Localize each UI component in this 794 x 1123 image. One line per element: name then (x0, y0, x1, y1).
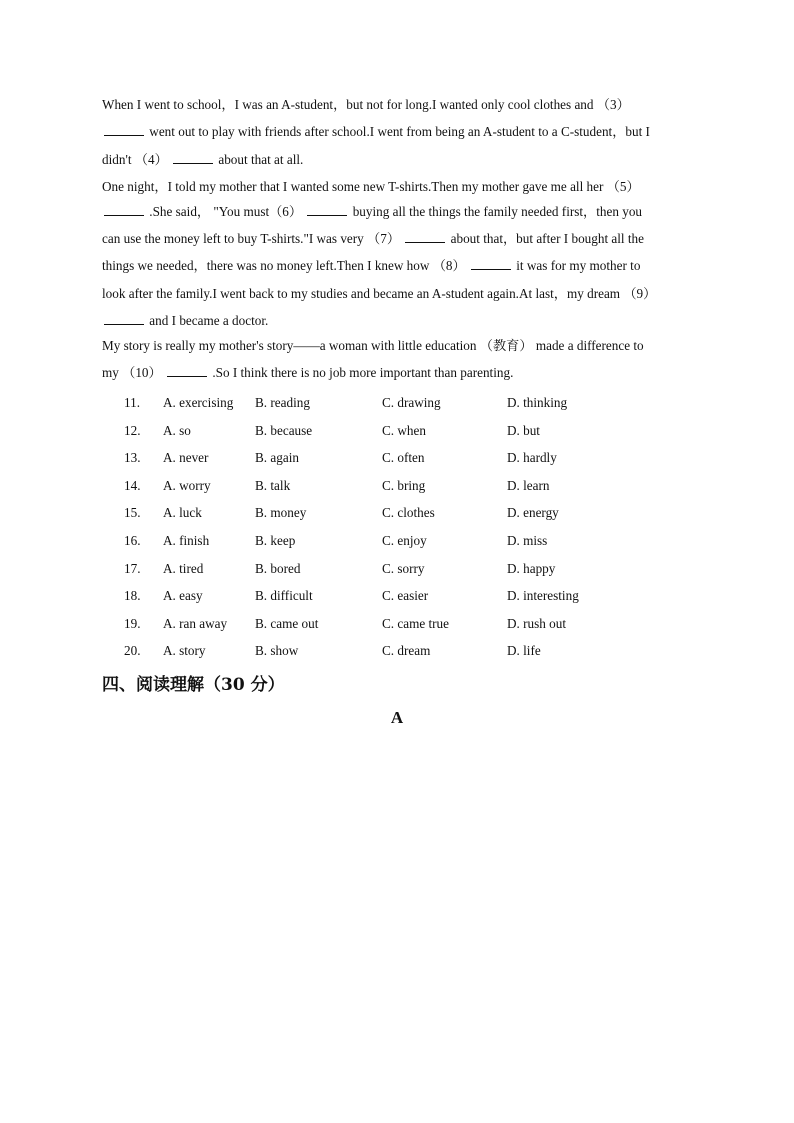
question-number: 13. (124, 450, 141, 466)
option-c: C. dream (382, 643, 431, 659)
question-row (124, 610, 684, 638)
option-b: B. show (255, 643, 299, 659)
option-c: C. came true (382, 615, 450, 631)
passage-line (102, 176, 692, 201)
option-b: B. money (255, 505, 307, 521)
question-number: 20. (124, 643, 141, 659)
passage-line (102, 121, 692, 148)
option-a: A. ran away (163, 615, 228, 631)
question-row (124, 389, 684, 417)
option-d: D. learn (507, 477, 550, 493)
answer-blank (405, 229, 445, 243)
passage-text: about that at all. (218, 151, 304, 167)
option-a: A. luck (163, 505, 202, 521)
question-row (124, 417, 684, 445)
option-c: C. often (382, 450, 425, 466)
passage-text: look after the family.I went back to my studies and became an A-student again.At last，my dream （9） (102, 285, 657, 301)
question-number: 19. (124, 615, 141, 631)
option-a: A. never (163, 450, 209, 466)
option-d: D. thinking (507, 395, 568, 410)
passage-text: it was for my mother to (516, 258, 641, 274)
passage-text: my （10） (102, 365, 162, 381)
options-list (124, 389, 684, 665)
passage-line (102, 283, 692, 310)
passage-line (102, 94, 692, 121)
question-row (124, 555, 684, 583)
question-row (124, 637, 684, 665)
answer-blank (104, 122, 144, 136)
option-b: B. keep (255, 532, 296, 548)
passage-line (102, 310, 692, 335)
option-b: B. talk (255, 477, 291, 493)
option-b: B. difficult (255, 588, 313, 604)
passage-text: things we needed，there was no money left.Then I knew how （8） (102, 258, 466, 274)
answer-blank (104, 311, 144, 325)
option-b: B. bored (255, 560, 301, 576)
option-c: C. bring (382, 477, 426, 493)
question-row (124, 527, 684, 555)
option-b: B. reading (255, 395, 310, 410)
question-number: 16. (124, 532, 141, 548)
option-a: A. finish (163, 532, 210, 548)
passage-line (102, 149, 692, 176)
passage-text: My story is really my mother's story——a woman with little education （教育） made a difference to (102, 338, 644, 354)
option-d: D. miss (507, 532, 548, 548)
option-d: D. hardly (507, 450, 557, 466)
option-a: A. worry (163, 477, 211, 493)
question-number: 17. (124, 560, 141, 576)
passage-line (102, 335, 692, 362)
passage-text: .She said， "You must（6） (149, 203, 303, 219)
option-d: D. happy (507, 560, 556, 576)
option-d: D. interesting (507, 588, 579, 604)
passage-text: can use the money left to buy T-shirts."I was very （7） (102, 231, 401, 247)
answer-blank (173, 150, 213, 164)
passage-text: about that，but after I bought all the (450, 231, 644, 247)
passage-line (102, 228, 692, 255)
option-b: B. came out (255, 615, 319, 631)
question-number: 12. (124, 422, 141, 438)
passage-line (102, 201, 692, 228)
option-a: A. so (163, 422, 191, 438)
question-number: 18. (124, 588, 141, 604)
answer-blank (471, 256, 511, 270)
passage-label: A (390, 708, 404, 727)
question-row (124, 472, 684, 500)
option-c: C. sorry (382, 560, 425, 576)
passage-line (102, 362, 692, 389)
passage-text: When I went to school，I was an A-student，but not for long.I wanted only cool clothes and （3） (102, 97, 630, 112)
question-number: 11. (124, 395, 140, 410)
passage-line (102, 255, 692, 282)
question-row (124, 444, 684, 472)
passage-text: .So I think there is no job more important than parenting. (212, 365, 514, 381)
answer-blank (307, 202, 347, 216)
option-c: C. enjoy (382, 532, 427, 548)
answer-blank (104, 202, 144, 216)
cloze-passage (102, 94, 692, 390)
passage-text: and I became a doctor. (149, 313, 269, 329)
option-c: C. easier (382, 588, 429, 604)
option-d: D. but (507, 422, 540, 438)
option-d: D. life (507, 643, 541, 659)
option-c: C. drawing (382, 395, 441, 410)
question-number: 14. (124, 477, 141, 493)
option-b: B. again (255, 450, 299, 466)
option-a: A. tired (163, 560, 204, 576)
question-number: 15. (124, 505, 141, 521)
option-d: D. rush out (507, 615, 566, 631)
option-d: D. energy (507, 505, 559, 521)
option-a: A. exercising (163, 395, 234, 410)
passage-text: One night，I told my mother that I wanted some new T-shirts.Then my mother gave me all her （5） (102, 178, 640, 194)
section-heading: 四、阅读理解（30 分） (102, 675, 285, 695)
passage-text: didn't （4） (102, 151, 168, 167)
option-a: A. easy (163, 588, 203, 604)
option-c: C. when (382, 422, 426, 438)
question-row (124, 499, 684, 527)
option-b: B. because (255, 422, 313, 438)
answer-blank (167, 363, 207, 377)
question-row (124, 582, 684, 610)
option-c: C. clothes (382, 505, 435, 521)
passage-text: buying all the things the family needed first，then you (352, 203, 643, 219)
passage-text: went out to play with friends after school.I went from being an A-student to a C-student，but I (149, 124, 650, 140)
option-a: A. story (163, 643, 206, 659)
